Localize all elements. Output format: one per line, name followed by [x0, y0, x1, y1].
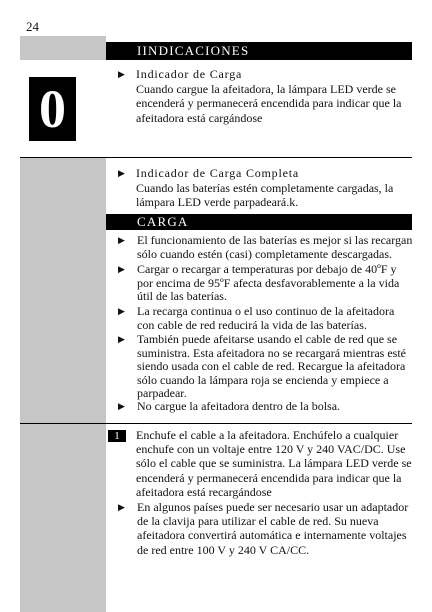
- section-tab-divider: [82, 77, 83, 141]
- carga-item: [118, 333, 414, 401]
- rule: [20, 157, 412, 158]
- page-number: 24: [26, 19, 39, 34]
- carga-item: [118, 263, 414, 304]
- carga-item-text: La recarga continua o el uso continuo de la afeitadora con cable de red reducirá la vida de las baterías.: [137, 304, 395, 332]
- arrow-icon: ▶: [118, 235, 125, 245]
- indicador-carga-completa: [118, 166, 414, 210]
- arrow-icon: ▶: [118, 69, 125, 79]
- carga-item-text: El funcionamiento de las baterías es mejor si las recargan sólo cuando estén (casi) completamente descargadas.: [137, 233, 413, 261]
- step-text: Enchufe el cable a la afeitadora. Enchúfelo a cualquier enchufe con un voltaje entre 120 V y 240 VAC/DC. Use sólo el cable que se suministra. La lámpara LED verde se encenderá y permanecerá encendida para indicar que la afeitadora está recargándose: [136, 428, 412, 499]
- section-tab-number: 0: [29, 77, 76, 141]
- indicador-carga-completa-title: Indicador de Carga Completa: [136, 166, 299, 180]
- carga-item-text: No cargue la afeitadora dentro de la bolsa.: [137, 399, 341, 413]
- arrow-icon: ▶: [118, 502, 125, 512]
- arrow-icon: ▶: [118, 401, 125, 411]
- arrow-icon: ▶: [118, 306, 125, 316]
- indicador-carga: [118, 67, 414, 125]
- arrow-icon: ▶: [118, 334, 125, 344]
- carga-item-text: También puede afeitarse usando el cable de red que se suministra. Esta afeitadora no se recargará mientras esté siendo usada con el cable de red. Recargue la afeitadora sólo cuando la lámpara roja se encienda y empiece a parpadear.: [137, 332, 406, 401]
- arrow-icon: ▶: [118, 168, 125, 178]
- step-note: [118, 500, 414, 557]
- indicaciones-header: [106, 42, 412, 60]
- indicador-carga-title: Indicador de Carga: [136, 67, 243, 81]
- carga-item: [118, 234, 414, 261]
- step-number-badge: 1: [108, 430, 126, 442]
- carga-item-text: Cargar o recargar a temperaturas por debajo de 40ºF y por encima de 95ºF afecta desfavorablemente a la vida útil de las baterías.: [137, 262, 400, 304]
- carga-header: [106, 214, 412, 230]
- step-note-text: En algunos países puede ser necesario usar un adaptador de la clavija para utilizar el cable de red. Su nueva afeitadora convertirá automática e internamente voltajes de red entre 100 V y 240 V CA/CC.: [137, 500, 409, 557]
- indicaciones-header-label: IINDICACIONES: [137, 43, 250, 58]
- arrow-icon: ▶: [118, 264, 125, 274]
- carga-item: [118, 305, 414, 332]
- carga-item: [118, 400, 414, 414]
- indicador-carga-completa-text: Cuando las baterías estén completamente cargadas, la lámpara LED verde parpadeará.k.: [136, 180, 394, 209]
- carga-header-label: CARGA: [137, 214, 189, 229]
- indicador-carga-text: Cuando cargue la afeitadora, la lámpara LED verde se encenderá y permanecerá encendida para indicar que la afeitadora está cargándose: [136, 81, 402, 125]
- rule: [20, 423, 412, 424]
